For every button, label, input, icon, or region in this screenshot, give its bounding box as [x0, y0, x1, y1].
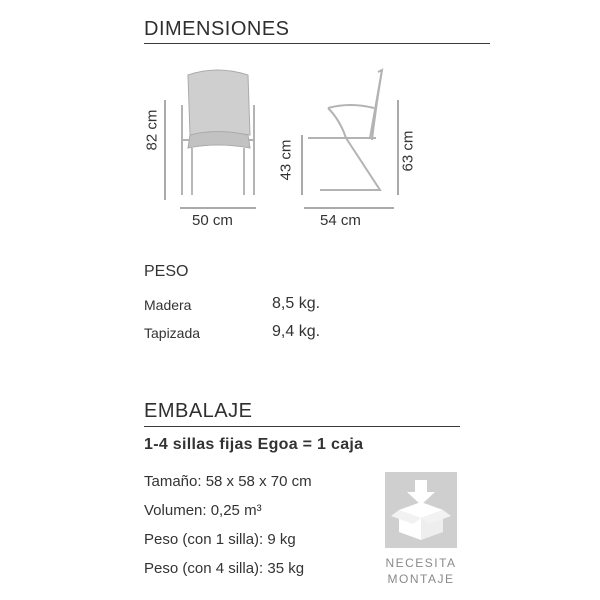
dimensions-title: DIMENSIONES: [144, 18, 290, 40]
weight-row-value: 8,5 kg.: [272, 295, 321, 312]
width-label: 50 cm: [192, 212, 233, 229]
packaging-rule: [144, 426, 460, 427]
weight-row-label: Tapizada: [144, 325, 201, 341]
weight-title: PESO: [144, 263, 189, 280]
depth-label: 54 cm: [320, 212, 361, 229]
arm-height-label: 63 cm: [399, 130, 417, 172]
assembly-badge-line1: NECESITA: [385, 556, 457, 570]
weight-row-value: 9,4 kg.: [272, 323, 321, 340]
packaging-title: EMBALAJE: [144, 400, 253, 422]
packaging-line: Peso (con 1 silla): 9 kg: [144, 531, 296, 548]
packaging-line: Volumen: 0,25 m³: [144, 502, 262, 519]
seat-height-label: 43 cm: [277, 139, 295, 181]
assembly-badge-line2: MONTAJE: [387, 572, 455, 586]
chair-front-view: [150, 60, 270, 210]
dimensions-rule: [144, 43, 490, 44]
height-total-label: 82 cm: [143, 109, 161, 151]
packaging-line: Tamaño: 58 x 58 x 70 cm: [144, 473, 312, 490]
assembly-box-icon: [385, 472, 457, 548]
packaging-line: Peso (con 4 silla): 35 kg: [144, 560, 305, 577]
weight-row-label: Madera: [144, 297, 192, 313]
packaging-headline: 1-4 sillas fijas Egoa = 1 caja: [144, 436, 364, 453]
